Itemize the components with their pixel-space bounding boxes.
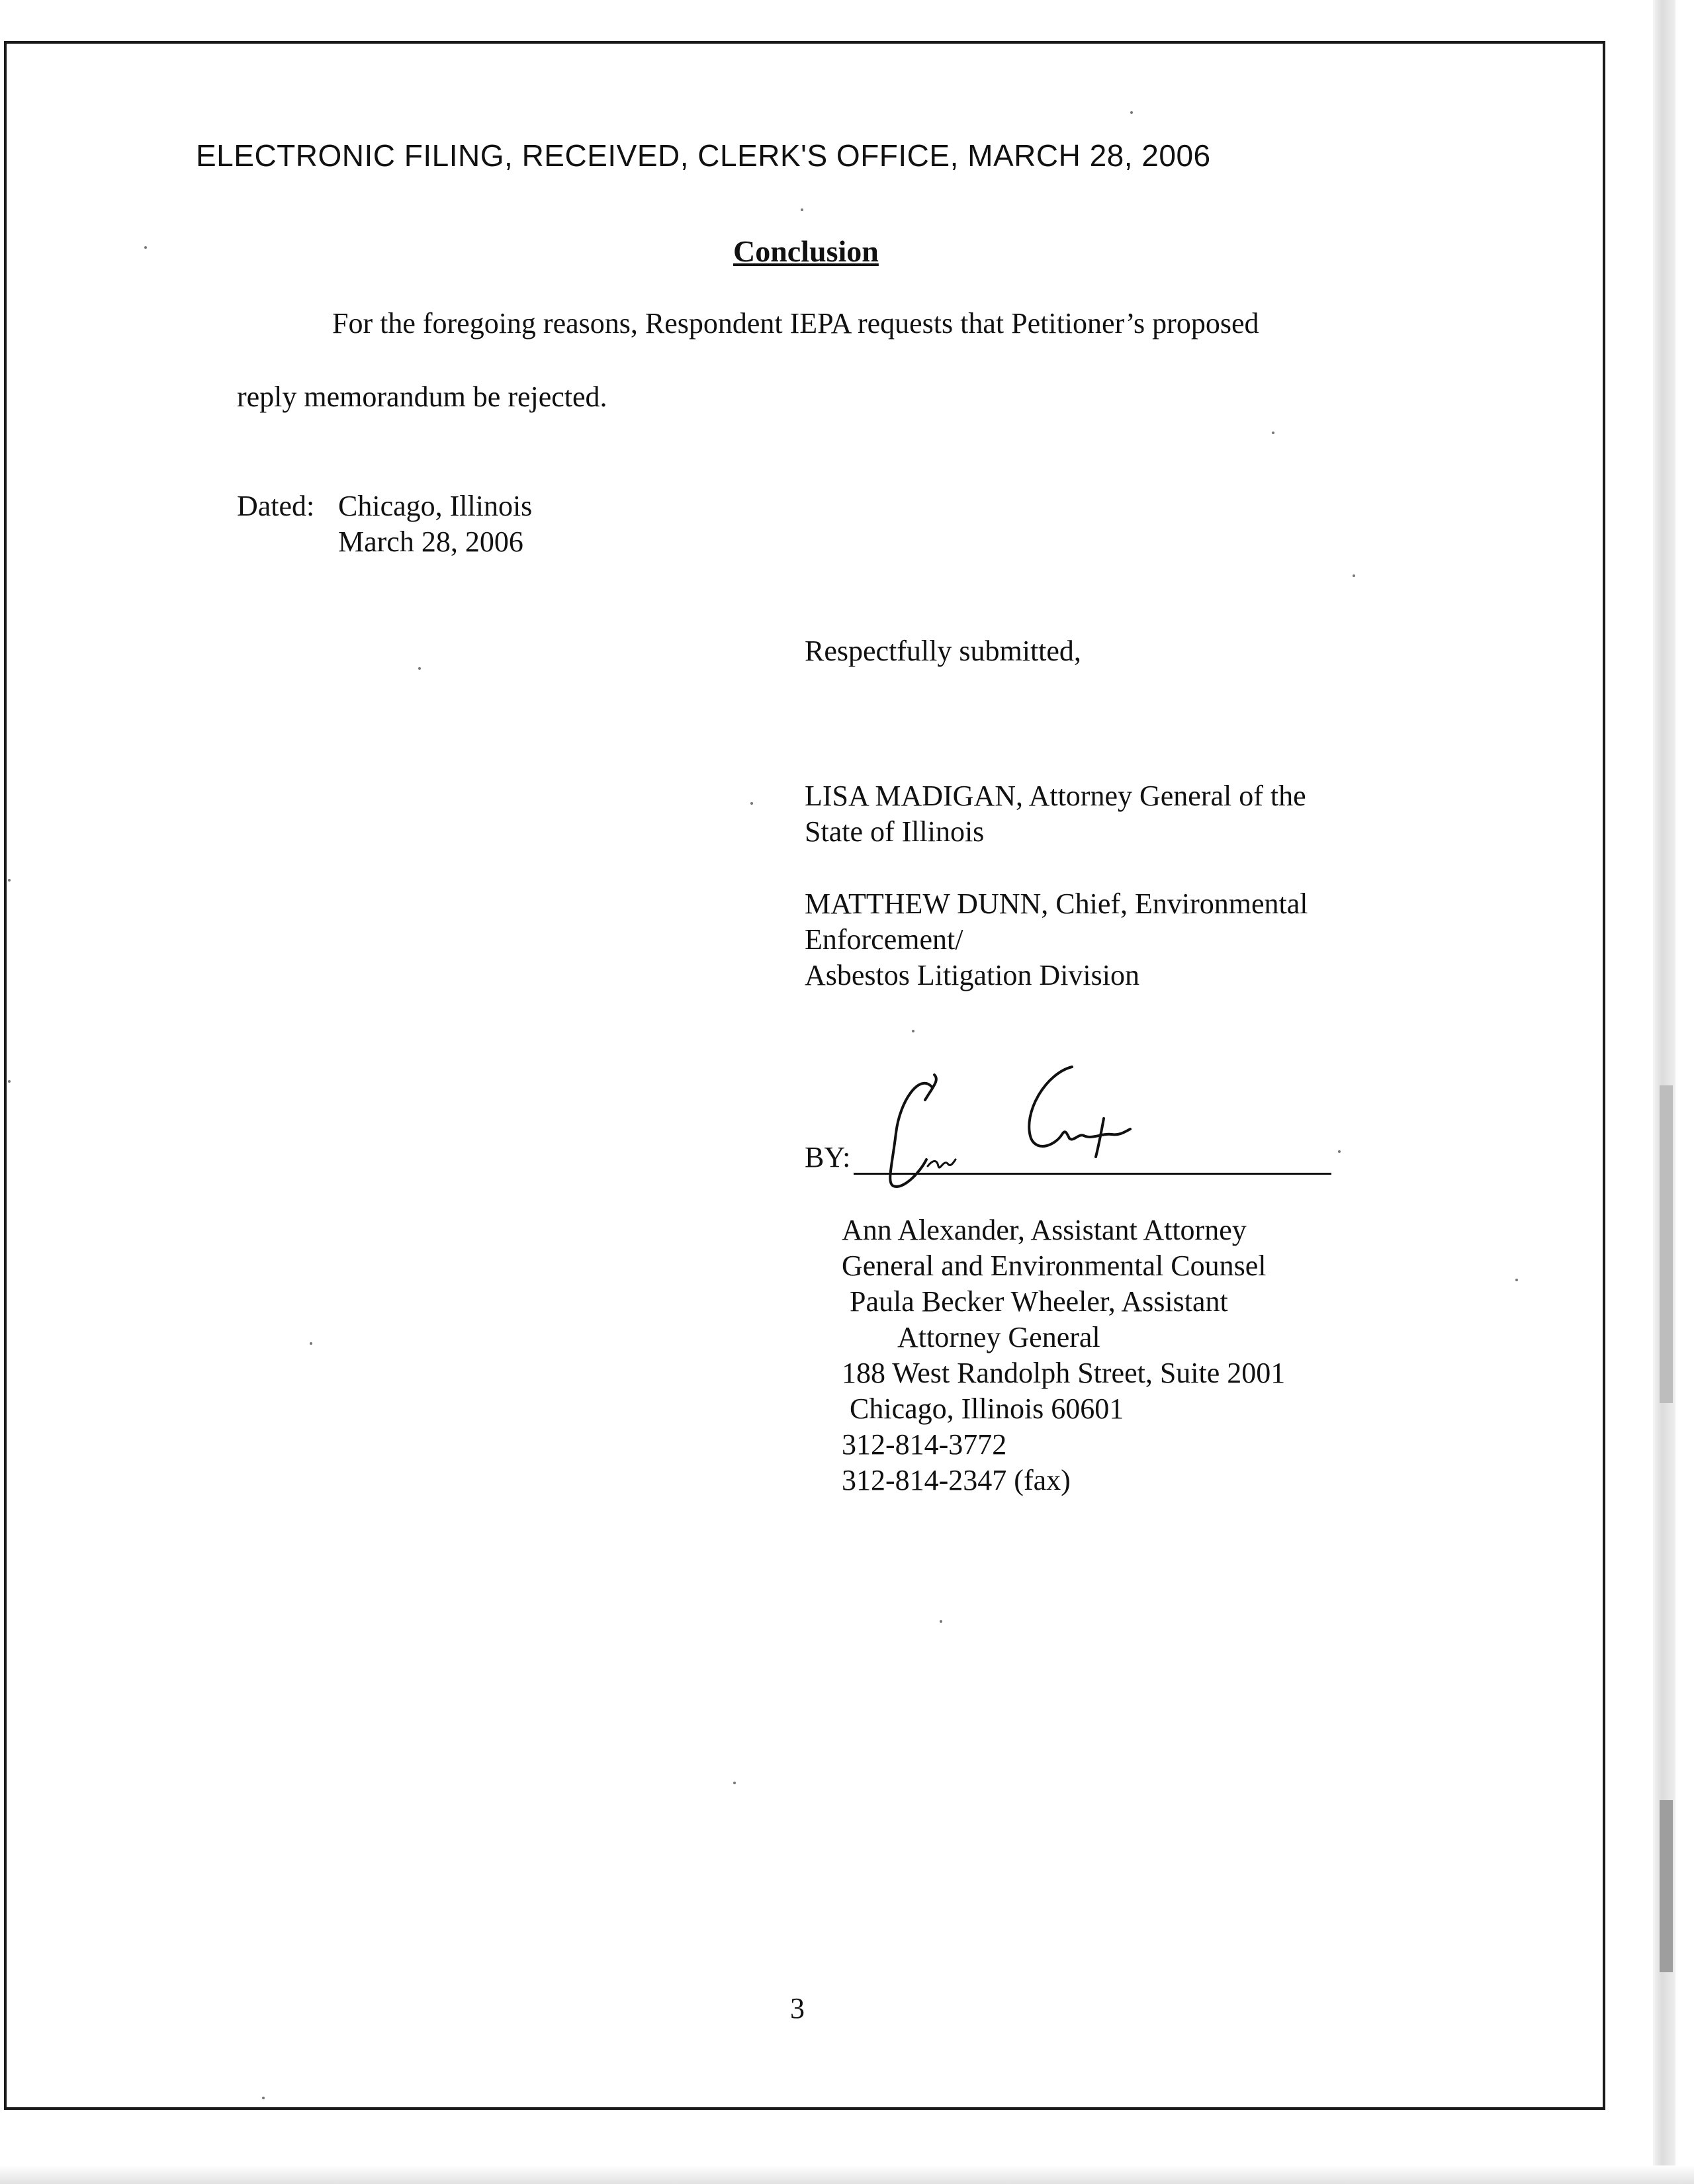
scan-speck [801, 208, 803, 211]
signatory-line-6: Chicago, Illinois 60601 [850, 1392, 1124, 1425]
scan-speck [8, 879, 11, 882]
attorney-general-line-1: LISA MADIGAN, Attorney General of the [805, 780, 1306, 812]
division-chief-line-2: Enforcement/ [805, 923, 963, 956]
page-border [4, 41, 1605, 2110]
division-chief-line-1: MATTHEW DUNN, Chief, Environmental [805, 887, 1308, 920]
scan-speck [144, 246, 147, 249]
scan-bottom-edge [0, 2165, 1694, 2184]
body-line-1: For the foregoing reasons, Respondent IEPA requests that Petitioner’s proposed [332, 307, 1259, 340]
closing-text: Respectfully submitted, [805, 635, 1081, 667]
scan-edge-mark [1660, 1085, 1673, 1403]
attorney-general-line-2: State of Illinois [805, 815, 985, 848]
scan-speck [1515, 1279, 1518, 1281]
dated-label: Dated: [237, 490, 315, 522]
scan-speck [1130, 111, 1133, 114]
scan-speck [8, 1080, 11, 1083]
scan-speck [1353, 574, 1355, 577]
division-chief-line-3: Asbestos Litigation Division [805, 959, 1139, 991]
scan-speck [1272, 432, 1274, 434]
signatory-line-2: General and Environmental Counsel [842, 1250, 1267, 1282]
section-heading: Conclusion [733, 234, 879, 268]
scan-speck [912, 1030, 914, 1032]
body-line-2: reply memorandum be rejected. [237, 381, 607, 413]
scan-speck [310, 1342, 312, 1345]
scan-speck [940, 1620, 942, 1623]
filing-stamp: ELECTRONIC FILING, RECEIVED, CLERK'S OFFICE, MARCH 28, 2006 [196, 138, 1211, 173]
scan-speck [262, 2097, 265, 2099]
scan-edge-mark [1660, 1800, 1673, 1972]
dated-date: March 28, 2006 [338, 525, 523, 558]
scan-speck [418, 667, 421, 670]
signatory-line-8: 312-814-2347 (fax) [842, 1464, 1071, 1496]
signatory-line-3: Paula Becker Wheeler, Assistant [850, 1285, 1228, 1318]
page-number: 3 [790, 1992, 805, 2025]
signatory-line-1: Ann Alexander, Assistant Attorney [842, 1214, 1247, 1246]
dated-place: Chicago, Illinois [338, 490, 533, 522]
scan-speck [750, 802, 753, 805]
signatory-line-5: 188 West Randolph Street, Suite 2001 [842, 1357, 1286, 1389]
by-label: BY: [805, 1141, 851, 1173]
scan-speck [733, 1782, 736, 1784]
signatory-line-7: 312-814-3772 [842, 1428, 1007, 1461]
handwritten-signature [873, 1060, 1151, 1199]
scan-speck [1338, 1150, 1341, 1153]
signatory-line-4: Attorney General [897, 1321, 1100, 1353]
